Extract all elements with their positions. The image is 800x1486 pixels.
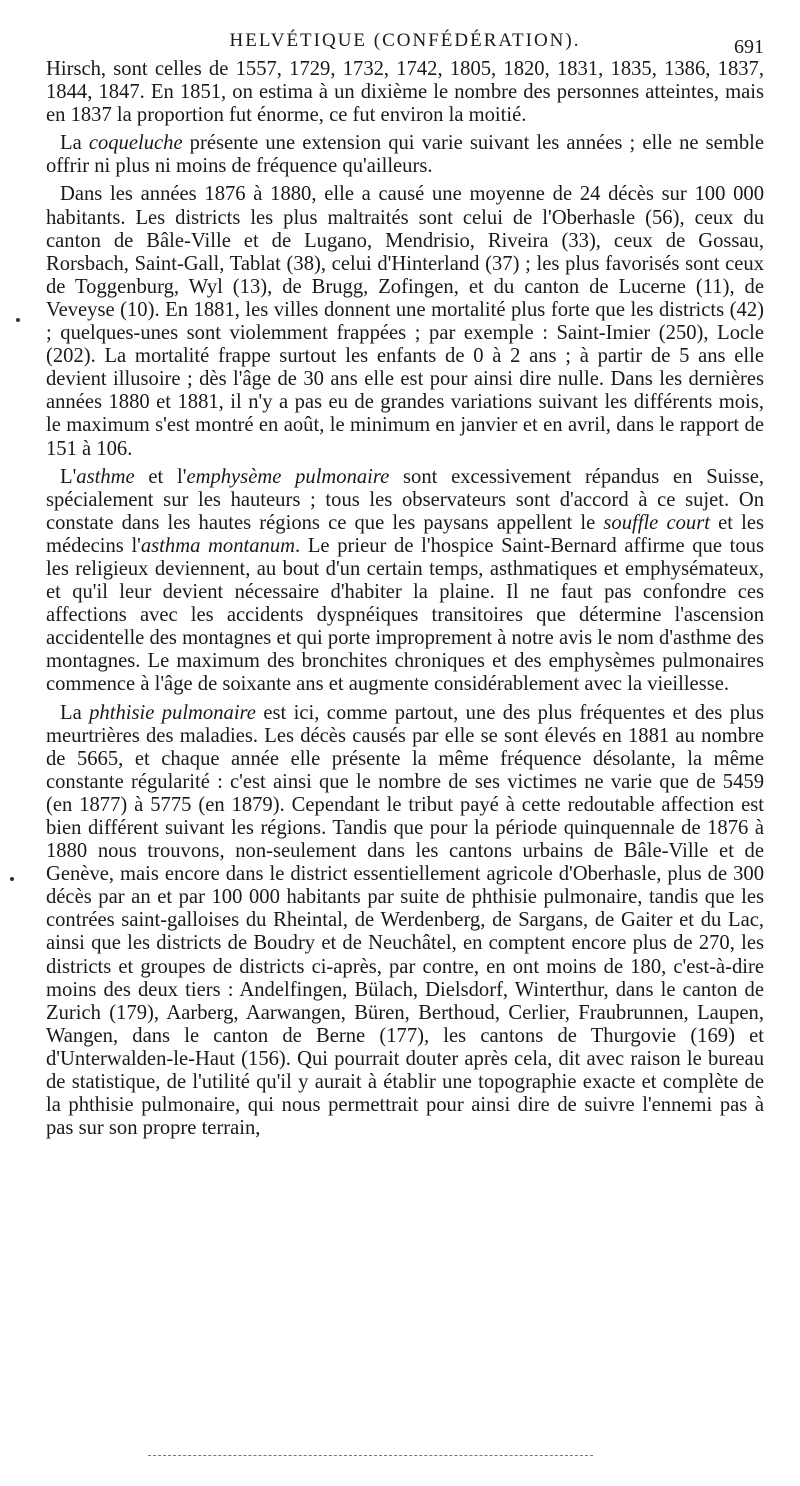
text-run: présente une extension qui varie suivant les années ; elle ne semble offrir ni plus ni moins de fréquence qu'ailleurs. [46, 132, 764, 178]
text-run: est ici, comme partout, une des plus fréquentes et des plus meurtrières des maladies. Les décès causés par elle se sont élevés en 1881 au nombre de 5665, et chaque année elle présente la même fréquence désolante, la même constante régularité : c'est ainsi que le nombre de ses victimes ne varie que de 5459 (en 1877) à 5775 (en 1879). Cependant le tribut payé à cette redoutable affection est bien différent suivant les régions. Tandis que pour la période quinquennale de 1876 à 1880 nous trouvons, non-seulement dans les cantons urbains de Bâle-Ville et de Genève, mais encore dans le district essentiellement agricole d'Oberhasle, plus de 300 décès par an et par 100 000 habitants par suite de phthisie pulmonaire, tandis que les contrées saint-galloises du Rheintal, de Werdenberg, de Sargans, de Gaiter et du Lac, ainsi que les districts de Boudry et de Neuchâtel, en comptent encore plus de 270, les districts et groupes de districts ci-après, par contre, en ont moins de 180, c'est-à-dire moins des deux tiers : Andelfingen, Bülach, Dielsdorf, Winterthur, dans le canton de Zurich (179), Aarberg, Aarwangen, Büren, Berthoud, Cerlier, Fraubrunnen, Laupen, Wangen, dans le canton de Berne (177), les cantons de Thurgovie (169) et d'Unterwalden-le-Haut (156). Qui pourrait douter après cela, dit avec raison le bureau de statistique, de l'utilité qu'il y aurait à établir une topographie exacte et complète de la phthisie pulmonaire, qui nous permettrait pour ainsi dire de suivre l'ennemi pas à pas sur son propre terrain, [46, 701, 764, 1140]
paragraph [46, 702, 764, 1141]
text-run: La [60, 701, 90, 724]
running-head [46, 30, 764, 56]
text-run: . Le prieur de l'hospice Saint-Bernard affirme que tous les religieux deviennent, au bout d'un certain temps, asthmatiques et emphysémateux, et qu'il leur devient nécessaire d'habiter la plaine. Il ne faut pas confondre ces affections avec les accidents dyspnéiques transitoires que détermine l'ascension accidentelle des montagnes et qui porte improprement à notre avis le nom d'asthme des montagnes. Le maximum des bronchites chroniques et des emphysèmes pulmonaires commence à l'âge de soixante ans et augmente considérablement avec la vieillesse. [46, 534, 764, 696]
page-number: 691 [734, 36, 764, 58]
italic-term: souffle court [603, 511, 710, 534]
margin-dot-mark [16, 318, 20, 322]
italic-term: emphysème pulmonaire [186, 465, 390, 488]
paragraph [46, 183, 764, 460]
footer-dashed-rule [148, 1455, 593, 1456]
text-run: et les médecins l' [46, 511, 764, 557]
running-title: HELVÉTIQUE (CONFÉDÉRATION). [229, 30, 581, 51]
italic-term: asthme [76, 465, 135, 488]
text-run: sont excessivement répandus en Suisse, spécialement sur les hauteurs ; tous les observateurs sont d'accord à ce sujet. On constate dans les hautes régions ce que les paysans appellent le [46, 465, 764, 534]
paragraph [46, 132, 764, 178]
italic-term: coqueluche [88, 132, 183, 155]
text-run: L' [60, 465, 77, 488]
italic-term: phthisie pulmonaire [89, 701, 256, 724]
text-run: et l' [134, 465, 187, 488]
text-run: Dans les années 1876 à 1880, elle a causé une moyenne de 24 décès sur 100 000 habitants. Les districts les plus maltraités sont celui de l'Oberhasle (56), ceux du canton de Bâle-Ville et de Lugano, Mendrisio, Riveira (33), ceux de Gossau, Rorsbach, Saint-Gall, Tablat (38), celui d'Hinterland (37) ; les plus favorisés sont ceux de Toggenburg, Wyl (13), de Brugg, Zofingen, et du canton de Lucerne (11), de Veveyse (10). En 1881, les villes donnent une mortalité plus forte que les districts (42) ; quelques-unes sont violemment frappées ; par exemple : Saint-Imier (250), Locle (202). La mortalité frappe surtout les enfants de 0 à 2 ans ; à partir de 5 ans elle devient illusoire ; dès l'âge de 30 ans elle est pour ainsi dire nulle. Dans les dernières années 1880 et 1881, il n'y a pas eu de grandes variations suivant les différents mois, le maximum s'est montré en août, le minimum en janvier et en avril, dans le rapport de 151 à 106. [46, 183, 764, 460]
text-run: Hirsch, sont celles de 1557, 1729, 1732, 1742, 1805, 1820, 1831, 1835, 1386, 1837, 1844, 1847. En 1851, on estima à un dixième le nombre des personnes atteintes, mais en 1837 la proportion fut énorme, ce fut environ la moitié. [46, 58, 764, 127]
italic-term: asthma montanum [140, 534, 295, 557]
text-run: La [60, 132, 89, 155]
margin-dot-mark [10, 877, 14, 881]
paragraph [46, 58, 764, 127]
paragraph [46, 466, 764, 697]
body-text [46, 58, 764, 1145]
